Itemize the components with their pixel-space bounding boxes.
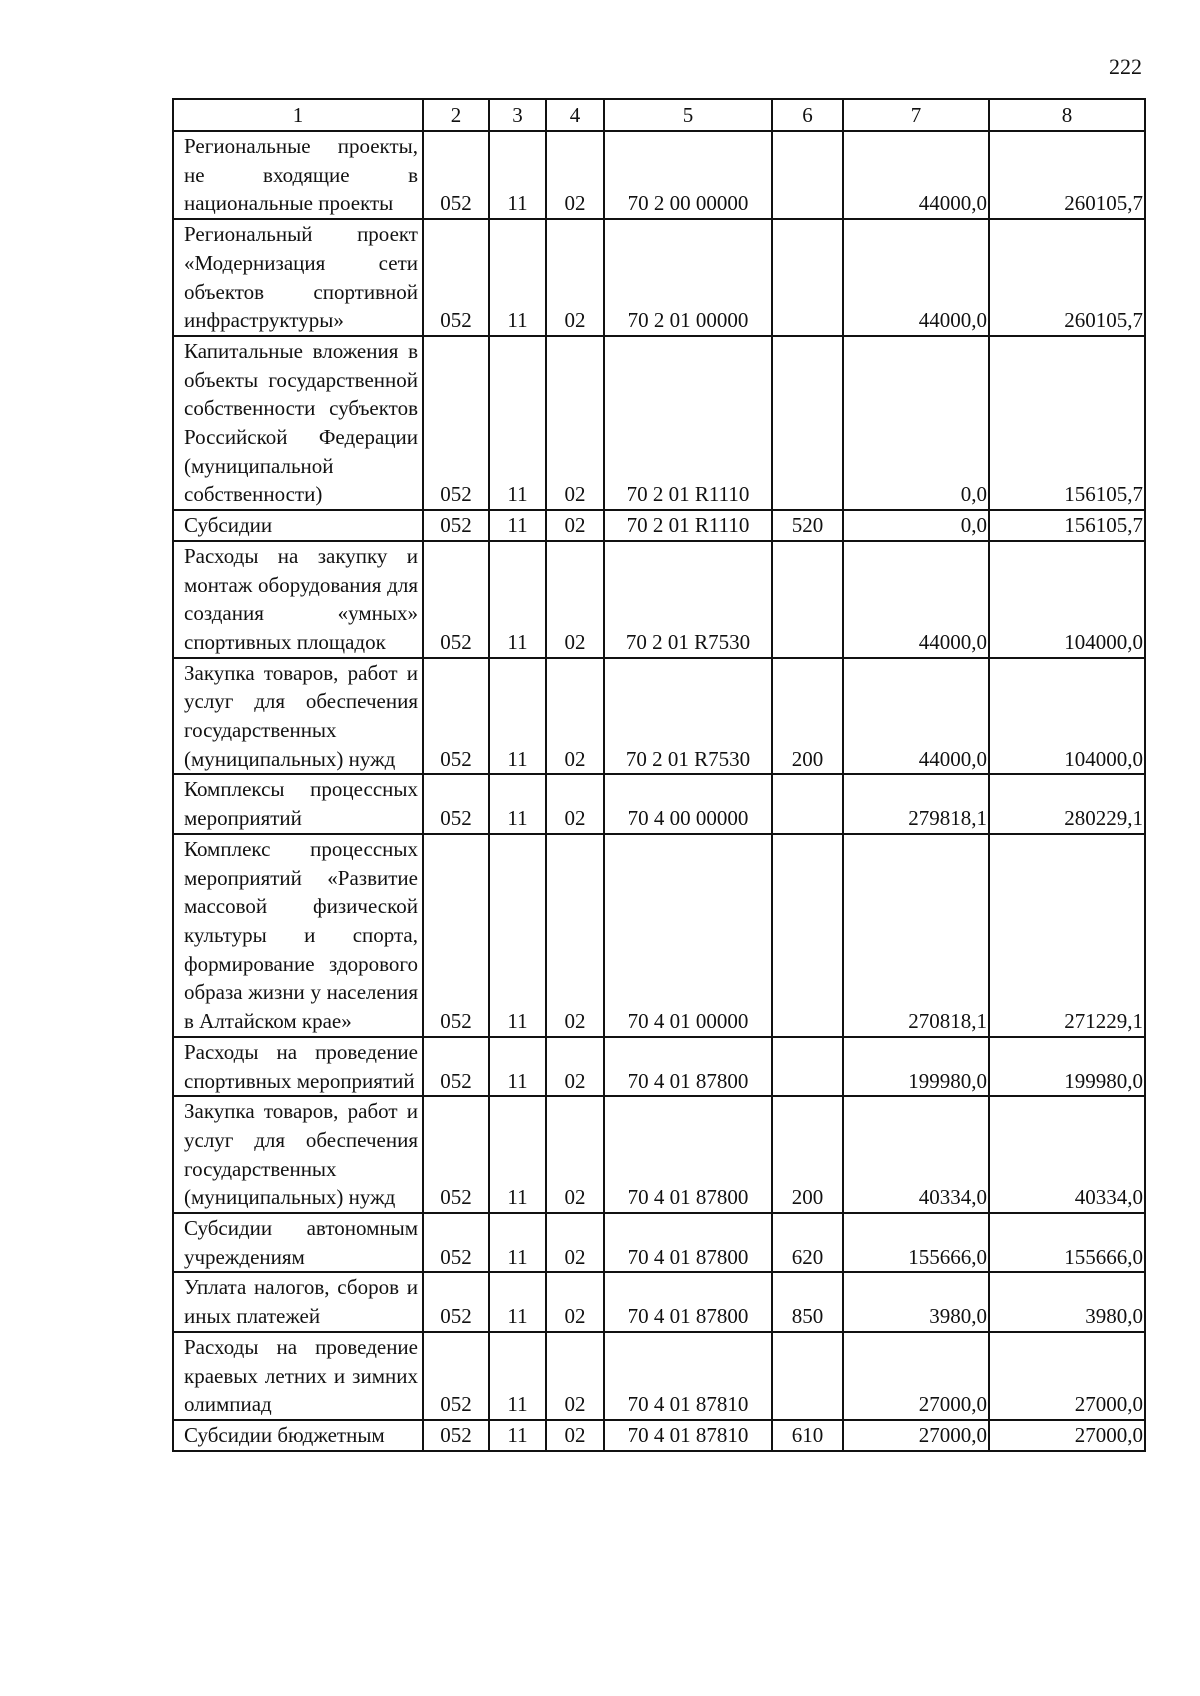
cell-amount-8: 40334,0 — [989, 1096, 1145, 1213]
cell-code-4: 02 — [546, 510, 604, 541]
cell-amount-7: 27000,0 — [843, 1420, 989, 1451]
cell-code-2: 052 — [423, 1037, 489, 1096]
cell-code-2: 052 — [423, 510, 489, 541]
cell-amount-7: 270818,1 — [843, 834, 989, 1037]
cell-code-3: 11 — [489, 658, 546, 775]
cell-code-5: 70 2 00 00000 — [604, 131, 772, 219]
cell-amount-7: 44000,0 — [843, 219, 989, 336]
budget-table — [172, 98, 1146, 1452]
table-row — [173, 336, 1145, 510]
cell-code-2: 052 — [423, 1096, 489, 1213]
cell-amount-7: 3980,0 — [843, 1272, 989, 1331]
cell-amount-7: 40334,0 — [843, 1096, 989, 1213]
cell-code-6: 200 — [772, 658, 843, 775]
cell-code-2: 052 — [423, 834, 489, 1037]
cell-code-6: 620 — [772, 1213, 843, 1272]
cell-code-2: 052 — [423, 1213, 489, 1272]
cell-amount-8: 27000,0 — [989, 1332, 1145, 1420]
table-header-row — [173, 99, 1145, 131]
cell-amount-7: 0,0 — [843, 336, 989, 510]
cell-code-2: 052 — [423, 658, 489, 775]
cell-name: Расходы на закупку и монтаж оборудования для создания «умных» спортивных площадок — [173, 541, 423, 658]
table-row — [173, 1272, 1145, 1331]
cell-code-3: 11 — [489, 1332, 546, 1420]
cell-code-4: 02 — [546, 219, 604, 336]
cell-amount-7: 44000,0 — [843, 131, 989, 219]
table-row — [173, 658, 1145, 775]
cell-amount-7: 279818,1 — [843, 774, 989, 833]
cell-code-2: 052 — [423, 131, 489, 219]
cell-code-5: 70 4 00 00000 — [604, 774, 772, 833]
column-header: 3 — [489, 99, 546, 131]
cell-amount-7: 0,0 — [843, 510, 989, 541]
cell-code-2: 052 — [423, 541, 489, 658]
cell-code-2: 052 — [423, 774, 489, 833]
cell-code-5: 70 4 01 87800 — [604, 1037, 772, 1096]
cell-code-2: 052 — [423, 219, 489, 336]
cell-code-3: 11 — [489, 541, 546, 658]
cell-code-5: 70 2 01 R1110 — [604, 336, 772, 510]
cell-name: Уплата налогов, сборов и иных платежей — [173, 1272, 423, 1331]
cell-name: Расходы на проведение краевых летних и зимних олимпиад — [173, 1332, 423, 1420]
page-number: 222 — [1109, 54, 1142, 79]
cell-code-4: 02 — [546, 1420, 604, 1451]
cell-name: Субсидии автономным учреждениям — [173, 1213, 423, 1272]
column-header: 1 — [173, 99, 423, 131]
cell-name: Региональный проект «Модернизация сети объектов спортивной инфраструктуры» — [173, 219, 423, 336]
cell-name: Региональные проекты, не входящие в национальные проекты — [173, 131, 423, 219]
table-row — [173, 131, 1145, 219]
cell-code-6 — [772, 1037, 843, 1096]
cell-code-4: 02 — [546, 1096, 604, 1213]
cell-code-6 — [772, 541, 843, 658]
cell-code-6 — [772, 336, 843, 510]
cell-code-5: 70 4 01 87800 — [604, 1272, 772, 1331]
cell-code-3: 11 — [489, 1096, 546, 1213]
cell-amount-8: 27000,0 — [989, 1420, 1145, 1451]
cell-code-5: 70 2 01 R7530 — [604, 541, 772, 658]
cell-code-5: 70 4 01 87800 — [604, 1213, 772, 1272]
cell-name: Комплексы процессных мероприятий — [173, 774, 423, 833]
cell-code-4: 02 — [546, 1213, 604, 1272]
cell-amount-8: 104000,0 — [989, 541, 1145, 658]
cell-code-4: 02 — [546, 658, 604, 775]
cell-code-6: 610 — [772, 1420, 843, 1451]
column-header: 4 — [546, 99, 604, 131]
cell-code-6: 200 — [772, 1096, 843, 1213]
table-row — [173, 1420, 1145, 1451]
table-row — [173, 1332, 1145, 1420]
cell-amount-8: 156105,7 — [989, 510, 1145, 541]
cell-name: Расходы на проведение спортивных мероприятий — [173, 1037, 423, 1096]
table-row — [173, 834, 1145, 1037]
cell-code-6 — [772, 131, 843, 219]
cell-name: Комплекс процессных мероприятий «Развитие массовой физической культуры и спорта, формирование здорового образа жизни у населения в Алтайском крае» — [173, 834, 423, 1037]
cell-code-2: 052 — [423, 1332, 489, 1420]
cell-amount-8: 156105,7 — [989, 336, 1145, 510]
cell-code-3: 11 — [489, 510, 546, 541]
cell-code-5: 70 2 01 R7530 — [604, 658, 772, 775]
cell-code-2: 052 — [423, 1272, 489, 1331]
column-header: 7 — [843, 99, 989, 131]
cell-code-3: 11 — [489, 336, 546, 510]
cell-code-4: 02 — [546, 336, 604, 510]
cell-name: Субсидии — [173, 510, 423, 541]
cell-code-3: 11 — [489, 1213, 546, 1272]
cell-name: Субсидии бюджетным — [173, 1420, 423, 1451]
cell-amount-8: 280229,1 — [989, 774, 1145, 833]
cell-code-4: 02 — [546, 131, 604, 219]
cell-amount-7: 199980,0 — [843, 1037, 989, 1096]
cell-code-5: 70 2 01 R1110 — [604, 510, 772, 541]
cell-code-3: 11 — [489, 1037, 546, 1096]
cell-code-6: 850 — [772, 1272, 843, 1331]
cell-code-5: 70 4 01 87810 — [604, 1420, 772, 1451]
cell-code-3: 11 — [489, 1272, 546, 1331]
cell-amount-8: 199980,0 — [989, 1037, 1145, 1096]
cell-code-2: 052 — [423, 1420, 489, 1451]
cell-code-6 — [772, 774, 843, 833]
column-header: 5 — [604, 99, 772, 131]
cell-amount-7: 44000,0 — [843, 541, 989, 658]
cell-code-6 — [772, 1332, 843, 1420]
cell-code-6 — [772, 219, 843, 336]
cell-code-4: 02 — [546, 1272, 604, 1331]
column-header: 6 — [772, 99, 843, 131]
cell-amount-8: 155666,0 — [989, 1213, 1145, 1272]
column-header: 8 — [989, 99, 1145, 131]
cell-code-2: 052 — [423, 336, 489, 510]
cell-amount-8: 271229,1 — [989, 834, 1145, 1037]
column-header: 2 — [423, 99, 489, 131]
table-row — [173, 510, 1145, 541]
cell-code-6: 520 — [772, 510, 843, 541]
cell-code-4: 02 — [546, 774, 604, 833]
cell-code-5: 70 2 01 00000 — [604, 219, 772, 336]
table-row — [173, 774, 1145, 833]
cell-code-3: 11 — [489, 774, 546, 833]
table-row — [173, 1213, 1145, 1272]
cell-code-4: 02 — [546, 541, 604, 658]
table-row — [173, 1037, 1145, 1096]
cell-code-5: 70 4 01 87810 — [604, 1332, 772, 1420]
cell-amount-8: 104000,0 — [989, 658, 1145, 775]
cell-amount-7: 44000,0 — [843, 658, 989, 775]
cell-code-3: 11 — [489, 131, 546, 219]
cell-code-3: 11 — [489, 834, 546, 1037]
table-row — [173, 1096, 1145, 1213]
table-row — [173, 541, 1145, 658]
cell-name: Закупка товаров, работ и услуг для обеспечения государственных (муниципальных) нужд — [173, 658, 423, 775]
cell-code-3: 11 — [489, 1420, 546, 1451]
cell-amount-7: 155666,0 — [843, 1213, 989, 1272]
cell-code-5: 70 4 01 00000 — [604, 834, 772, 1037]
cell-code-4: 02 — [546, 834, 604, 1037]
cell-name: Закупка товаров, работ и услуг для обеспечения государственных (муниципальных) нужд — [173, 1096, 423, 1213]
table-row — [173, 219, 1145, 336]
cell-amount-8: 260105,7 — [989, 219, 1145, 336]
cell-amount-7: 27000,0 — [843, 1332, 989, 1420]
cell-code-4: 02 — [546, 1037, 604, 1096]
cell-amount-8: 3980,0 — [989, 1272, 1145, 1331]
cell-amount-8: 260105,7 — [989, 131, 1145, 219]
cell-code-5: 70 4 01 87800 — [604, 1096, 772, 1213]
cell-code-3: 11 — [489, 219, 546, 336]
cell-name: Капитальные вложения в объекты государственной собственности субъектов Российской Федерации (муниципальной собственности) — [173, 336, 423, 510]
cell-code-4: 02 — [546, 1332, 604, 1420]
cell-code-6 — [772, 834, 843, 1037]
